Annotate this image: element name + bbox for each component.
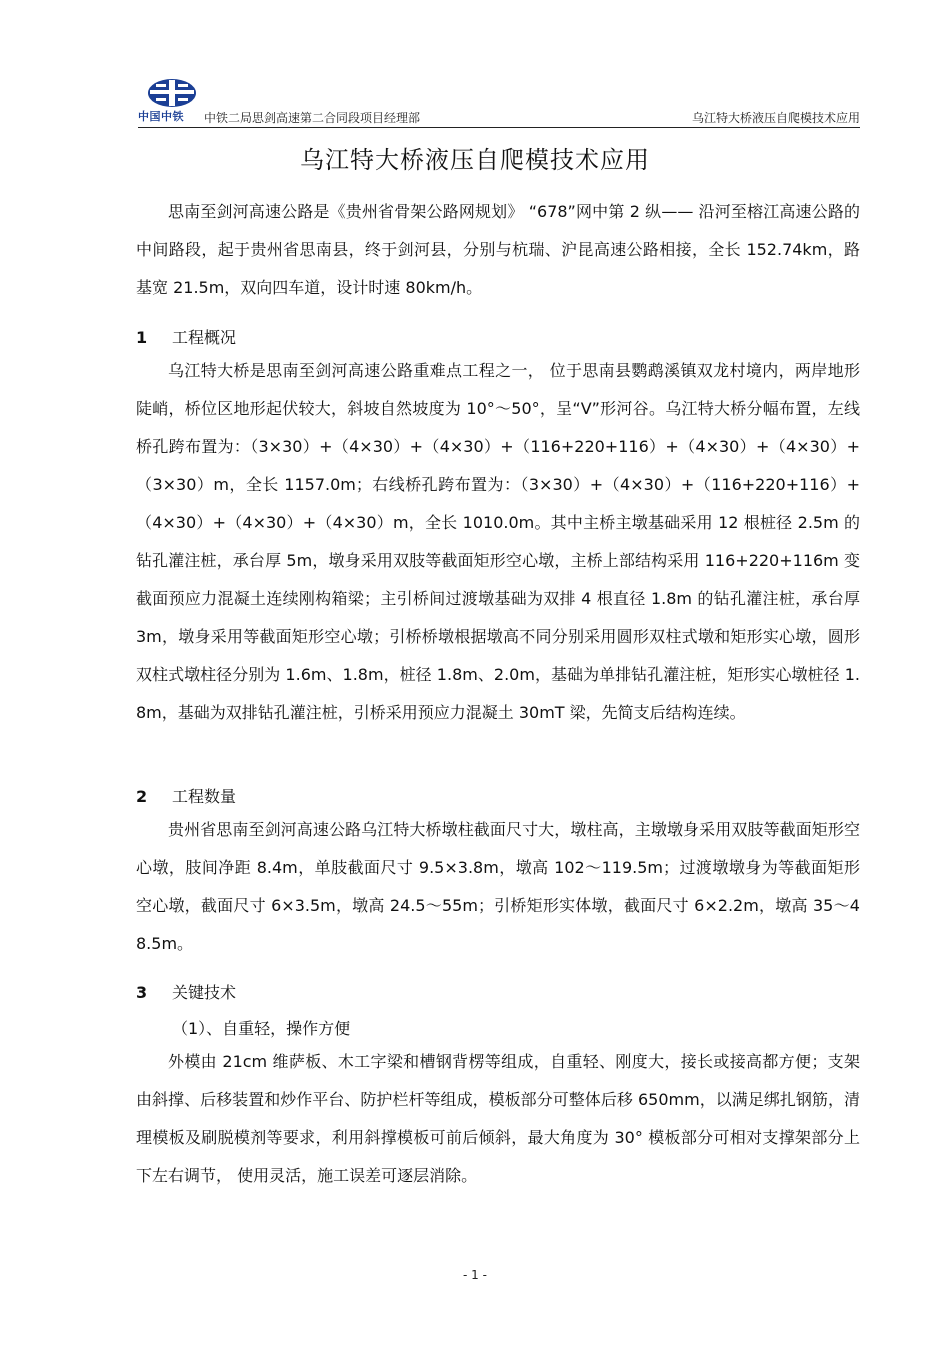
intro-paragraph: 思南至剑河高速公路是《贵州省骨架公路网规划》 “678”网中第 2 纵—— 沿河至榕江高速公路的中间路段，起于贵州省思南县，终于剑河县，分别与杭瑞、沪昆高速公路相接，全长 152.74km，路基宽 21.5m，双向四车道，设计时速 80km/h。 [136,202,860,297]
section-paragraph: 贵州省思南至剑河高速公路乌江特大桥墩柱截面尺寸大，墩柱高，主墩墩身采用双肢等截面矩形空心墩，肢间净距 8.4m，单肢截面尺寸 9.5×3.8m，墩高 102～119.5m；过渡墩墩身为等截面矩形空心墩，截面尺寸 6×3.5m，墩高 24.5～55m；引桥矩形实体墩，截面尺寸 6×2.2m，墩高 35～48.5m。 [136,820,860,953]
header-right-text: 乌江特大桥液压自爬模技术应用 [691,111,860,125]
logo-text: 中国中铁 [138,110,184,123]
section-title: 工程数量 [172,787,237,806]
section-heading [136,325,236,348]
section-body [136,352,860,732]
section-heading [136,980,236,1003]
section-title: 关键技术 [172,983,237,1002]
section-heading [136,784,236,807]
page-header [138,78,860,128]
page-number: - 1 - [463,1268,487,1282]
header-rule [138,127,860,128]
document-title: 乌江特大桥液压自爬模技术应用 [300,146,650,174]
section-number: 1 [136,328,148,347]
section-paragraph: 外模由 21cm 维萨板、木工字梁和槽钢背楞等组成，自重轻、刚度大，接长或接高都方便；支架由斜撑、后移装置和炒作平台、防护栏杆等组成，模板部分可整体后移 650mm，以满足绑扎钢筋，清理模板及刷脱模剂等要求，利用斜撑模板可前后倾斜，最大角度为 30° 模板部分可相对支撑架部分上下左右调节， 使用灵活，施工误差可逐层消除。 [136,1052,860,1185]
crec-logo-icon [146,78,198,108]
section-number: 3 [136,983,148,1002]
section-body [136,1043,860,1195]
section-body [136,811,860,963]
header-left-text: 中铁二局思剑高速第二合同段项目经理部 [204,111,421,125]
section-number: 2 [136,787,148,806]
section-title: 工程概况 [172,328,237,347]
intro-block [136,193,860,307]
subsection-heading: （1）、自重轻，操作方便 [172,1019,351,1038]
company-logo [138,78,208,126]
section-paragraph: 乌江特大桥是思南至剑河高速公路重难点工程之一， 位于思南县鹦鹉溪镇双龙村境内，两岸地形陡峭，桥位区地形起伏较大，斜坡自然坡度为 10°～50°，呈“V”形河谷。乌江特大桥分幅布置，左线桥孔跨布置为：（3×30）+（4×30）+（4×30）+（116+220+116）+（4×30）+（4×30）+（3×30）m，全长 1157.0m；右线桥孔跨布置为：（3×30）+（4×30）+（116+220+116）+（4×30）+（4×30）+（4×30）m，全长 1010.0m。其中主桥主墩基础采用 12 根桩径 2.5m 的钻孔灌注桩，承台厚 5m，墩身采用双肢等截面矩形空心墩，主桥上部结构采用 116+220+116m 变截面预应力混凝土连续刚构箱梁；主引桥间过渡墩基础为双排 4 根直径 1.8m 的钻孔灌注桩，承台厚 3m，墩身采用等截面矩形空心墩；引桥桥墩根据墩高不同分别采用圆形双柱式墩和矩形实心墩，圆形双柱式墩柱径分别为 1.6m、1.8m，桩径 1.8m、2.0m，基础为单排钻孔灌注桩，矩形实心墩桩径 1.8m，基础为双排钻孔灌注桩，引桥采用预应力混凝土 30mT 梁，先简支后结构连续。 [136,361,860,722]
